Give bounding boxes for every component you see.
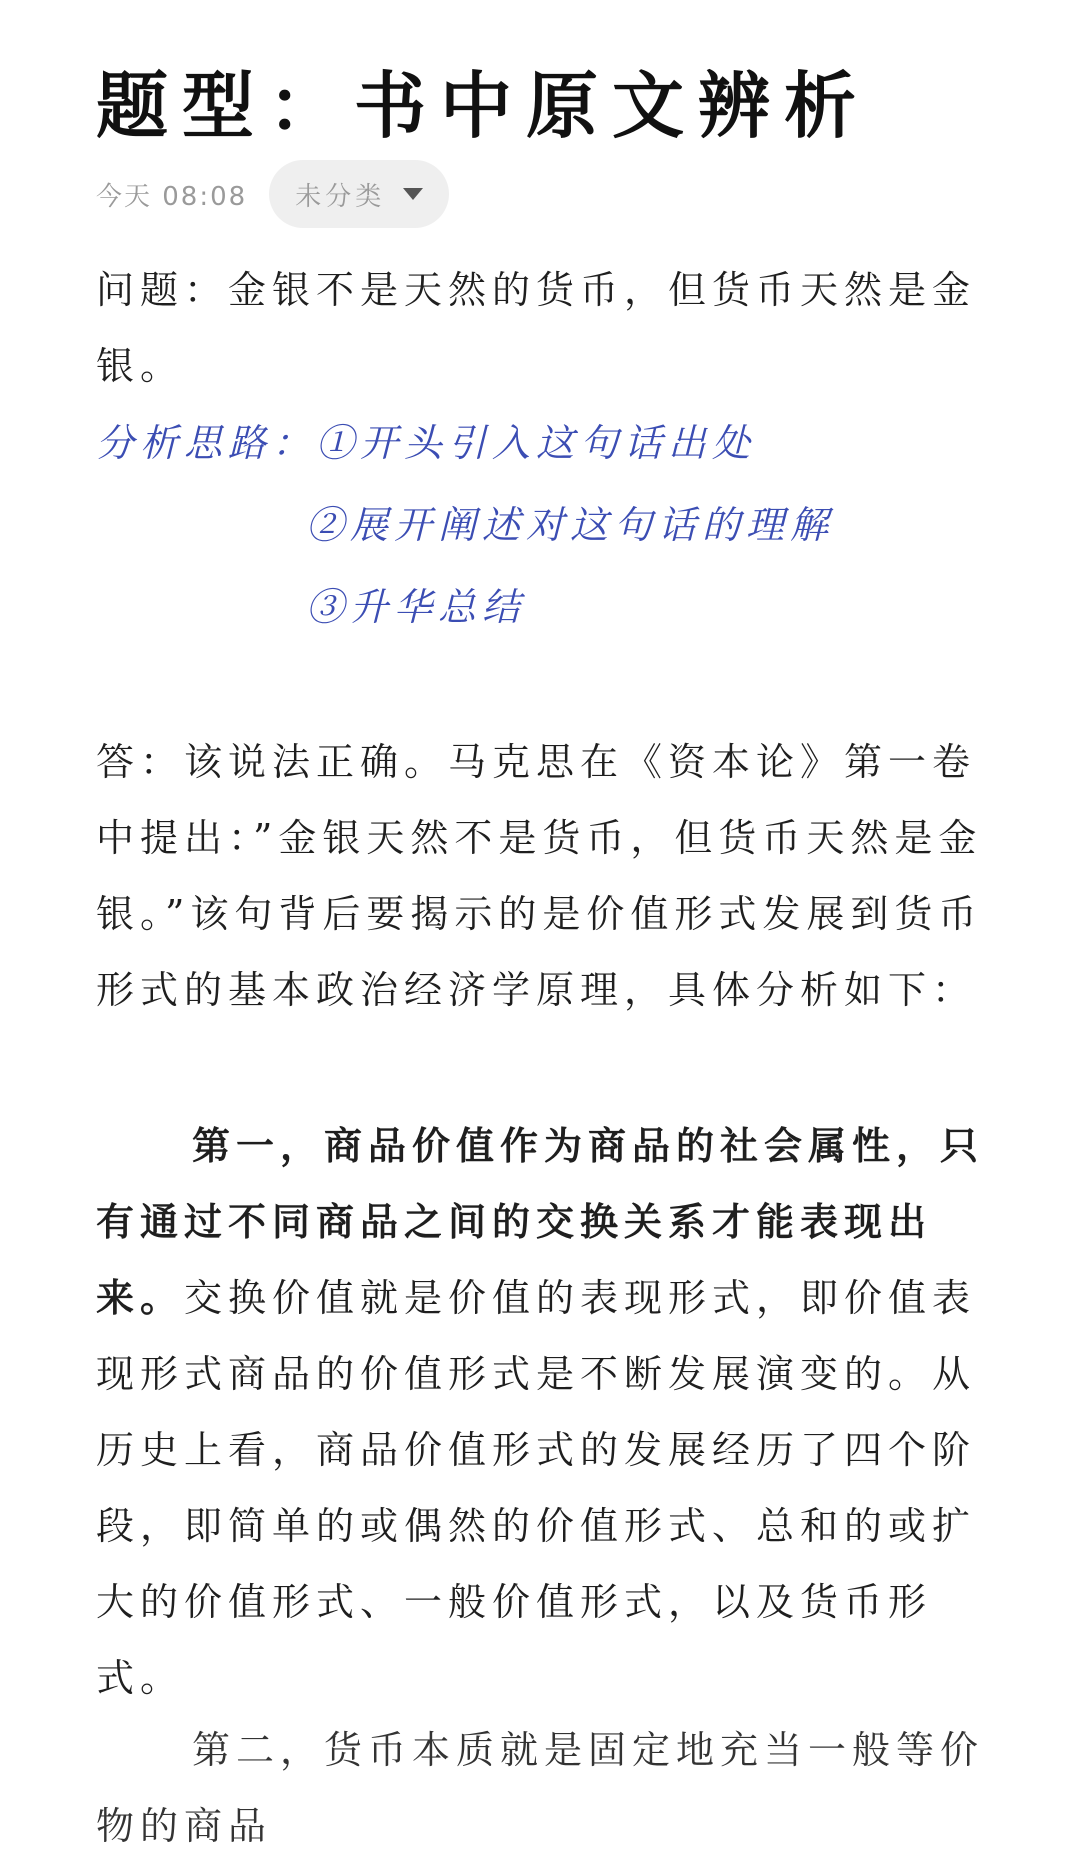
category-dropdown[interactable] xyxy=(269,160,449,228)
note-date: 今天 08:08 xyxy=(96,181,248,212)
analysis-line-2: ②展开阐述对这句话的理解 xyxy=(306,503,835,547)
question-text[interactable]: 问题：金银不是天然的货币，但货币天然是金银。 xyxy=(96,268,977,388)
paragraph-2[interactable]: 第二，货币本质就是固定地充当一般等价物的商品 xyxy=(96,1728,985,1848)
note-title[interactable]: 题型：书中原文辨析 xyxy=(96,63,871,148)
category-label: 未分类 xyxy=(295,181,386,212)
analysis-line-3: ③升华总结 xyxy=(306,585,527,629)
paragraph-1[interactable] xyxy=(96,1108,996,1716)
chevron-down-icon xyxy=(403,188,423,200)
paragraph-1-bold: 第一，商品价值作为商品的社会属性，只有通过不同商品之间的交换关系才能表现出来。 xyxy=(96,1123,985,1320)
analysis-line-1: 分析思路：①开头引入这句话出处 xyxy=(96,421,757,465)
answer-text[interactable]: 答：该说法正确。马克思在《资本论》第一卷中提出：”金银天然不是货币，但货币天然是金银。”该句背后要揭示的是价值形式发展到货币形式的基本政治经济学原理，具体分析如下： xyxy=(96,740,983,1012)
note-meta xyxy=(96,160,449,228)
paragraph-1-rest: 交换价值就是价值的表现形式，即价值表现形式商品的价值形式是不断发展演变的。从历史上看，商品价值形式的发展经历了四个阶段，即简单的或偶然的价值形式、总和的或扩大的价值形式、一般价值形式，以及货币形式。 xyxy=(96,1276,977,1700)
